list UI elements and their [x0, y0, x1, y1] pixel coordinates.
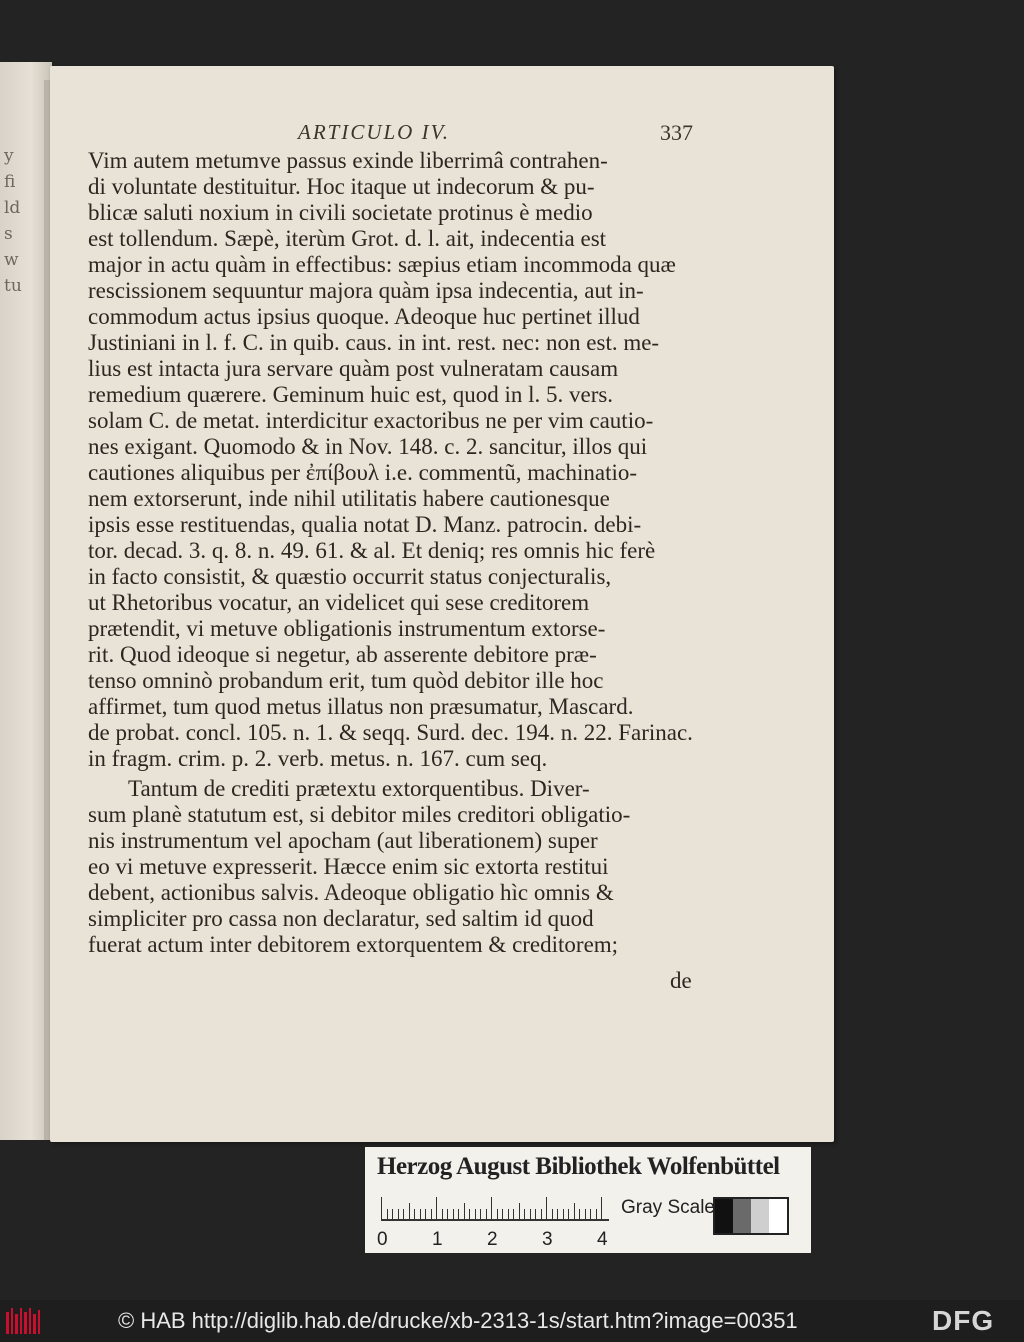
text-line: lius est intacta jura servare quàm post vulneratam causam — [88, 356, 619, 381]
adjacent-glyph: w — [4, 250, 19, 270]
ruler-tick — [409, 1203, 410, 1219]
adjacent-glyph: y — [4, 146, 14, 166]
ruler-tick — [524, 1209, 525, 1219]
text-line: in fragm. crim. p. 2. verb. metus. n. 167. cum seq. — [88, 746, 548, 771]
hab-logo-icon — [6, 1306, 40, 1334]
text-line: tenso omninò probandum erit, tum quòd debitor ille hoc — [88, 668, 604, 693]
ruler-tick — [403, 1209, 404, 1219]
grayscale-swatches — [713, 1197, 789, 1235]
ruler-tick — [563, 1209, 564, 1219]
ruler-tick — [590, 1209, 591, 1219]
ruler-tick — [502, 1209, 503, 1219]
page-number: 337 — [660, 120, 693, 145]
footer-bar — [0, 1300, 1024, 1342]
gray-swatch — [769, 1199, 787, 1233]
dfg-logo: DFG — [932, 1305, 995, 1336]
ruler-tick — [601, 1197, 602, 1219]
text-line: prætendit, vi metuve obligationis instrumentum extorse- — [88, 616, 606, 641]
text-line: Vim autem metumve passus exinde liberrimâ contrahen- — [88, 148, 608, 173]
text-line: solam C. de metat. interdicitur exactoribus ne per vim cautio- — [88, 408, 654, 433]
adjacent-glyph: s — [4, 224, 13, 244]
ruler-tick — [425, 1209, 426, 1219]
text-line: rit. Quod ideoque si negetur, ab asserente debitore præ- — [88, 642, 597, 667]
text-line: Justiniani in l. f. C. in quib. caus. in int. rest. nec: non est. me- — [88, 330, 660, 355]
ruler-baseline — [381, 1219, 609, 1221]
ruler-tick — [392, 1209, 393, 1219]
catchword: de — [670, 968, 692, 993]
text-line: tor. decad. 3. q. 8. n. 49. 61. & al. Et deniq; res omnis hic ferè — [88, 538, 656, 563]
ruler-tick — [436, 1197, 437, 1219]
ruler-tick — [552, 1209, 553, 1219]
ruler-tick — [447, 1209, 448, 1219]
ruler-tick — [486, 1209, 487, 1219]
text-line: simpliciter pro cassa non declaratur, sed saltim id quod — [88, 906, 594, 931]
ruler-tick — [464, 1203, 465, 1219]
adjacent-glyph: fi — [4, 172, 16, 192]
ruler-tick — [491, 1197, 492, 1219]
text-line: affirmet, tum quod metus illatus non præsumatur, Mascard. — [88, 694, 634, 719]
ruler-tick — [568, 1209, 569, 1219]
text-line: sum planè statutum est, si debitor miles creditori obligatio- — [88, 802, 631, 827]
gray-swatch — [751, 1199, 769, 1233]
ruler-tick — [535, 1209, 536, 1219]
ruler-tick — [513, 1209, 514, 1219]
text-line: ipsis esse restituendas, qualia notat D. Manz. patrocin. debi- — [88, 512, 642, 537]
ruler-tick — [585, 1209, 586, 1219]
text-line: eo vi metuve expresserit. Hæcce enim sic extorta restitui — [88, 854, 609, 879]
ruler-tick — [508, 1209, 509, 1219]
text-line: debent, actionibus salvis. Adeoque obligatio hìc omnis & — [88, 880, 614, 905]
library-name: Herzog August Bibliothek Wolfenbüttel — [377, 1153, 780, 1180]
text-line: fuerat actum inter debitorem extorquentem & creditorem; — [88, 932, 619, 957]
ruler-tick — [420, 1209, 421, 1219]
text-line: remedium quærere. Geminum huic est, quod in l. 5. vers. — [88, 382, 614, 407]
ruler-number: 0 — [377, 1229, 388, 1250]
text-line: nem extorserunt, inde nihil utilitatis habere cautionesque — [88, 486, 610, 511]
ruler-tick — [530, 1209, 531, 1219]
text-line: de probat. concl. 105. n. 1. & seqq. Surd. dec. 194. n. 22. Farinac. — [88, 720, 693, 745]
text-line: nes exigant. Quomodo & in Nov. 148. c. 2. sancitur, illos qui — [88, 434, 648, 459]
ruler-number: 1 — [432, 1229, 443, 1250]
running-head: ARTICULO IV. — [298, 120, 450, 144]
text-line: est tollendum. Sæpè, iterùm Grot. d. l. ait, indecentia est — [88, 226, 607, 251]
ruler-number: 2 — [487, 1229, 498, 1250]
scale-ruler — [381, 1191, 609, 1221]
copyright-url[interactable]: © HAB http://diglib.hab.de/drucke/xb-2313-1s/start.htm?image=00351 — [118, 1308, 798, 1333]
ruler-tick — [442, 1209, 443, 1219]
ruler-tick — [387, 1209, 388, 1219]
ruler-tick — [579, 1209, 580, 1219]
ruler-tick — [453, 1209, 454, 1219]
text-line: cautiones aliquibus per ἐπίβουλ i.e. commentũ, machinatio- — [88, 460, 638, 485]
ruler-tick — [414, 1209, 415, 1219]
text-line: ut Rhetoribus vocatur, an videlicet qui sese creditorem — [88, 590, 590, 615]
ruler-number: 4 — [597, 1229, 608, 1250]
adjacent-glyph: tu — [4, 276, 22, 296]
text-line: in facto consistit, & quæstio occurrit status conjecturalis, — [88, 564, 612, 589]
adjacent-glyph: ld — [4, 198, 21, 218]
ruler-tick — [480, 1209, 481, 1219]
grayscale-label: Gray Scale — [621, 1197, 715, 1218]
ruler-tick — [574, 1203, 575, 1219]
ruler-tick — [381, 1197, 382, 1219]
ruler-tick — [398, 1209, 399, 1219]
text-line: Tantum de crediti prætextu extorquentibus. Diver- — [128, 776, 590, 801]
ruler-tick — [541, 1209, 542, 1219]
ruler-tick — [431, 1209, 432, 1219]
text-line: nis instrumentum vel apocham (aut liberationem) super — [88, 828, 598, 853]
library-color-card — [365, 1147, 811, 1253]
ruler-tick — [519, 1203, 520, 1219]
gray-swatch — [715, 1199, 733, 1233]
gray-swatch — [733, 1199, 751, 1233]
text-line: commodum actus ipsius quoque. Adeoque huc pertinet illud — [88, 304, 640, 329]
ruler-tick — [469, 1209, 470, 1219]
text-line: di voluntate destituitur. Hoc itaque ut indecorum & pu- — [88, 174, 595, 199]
ruler-number: 3 — [542, 1229, 553, 1250]
text-line: major in actu quàm in effectibus: sæpius etiam incommoda quæ — [88, 252, 676, 277]
ruler-tick — [458, 1209, 459, 1219]
text-line: rescissionem sequuntur majora quàm ipsa indecentia, aut in- — [88, 278, 644, 303]
ruler-tick — [475, 1209, 476, 1219]
ruler-tick — [546, 1197, 547, 1219]
ruler-tick — [497, 1209, 498, 1219]
ruler-tick — [557, 1209, 558, 1219]
ruler-tick — [596, 1209, 597, 1219]
text-line: blicæ saluti noxium in civili societate protinus è medio — [88, 200, 593, 225]
